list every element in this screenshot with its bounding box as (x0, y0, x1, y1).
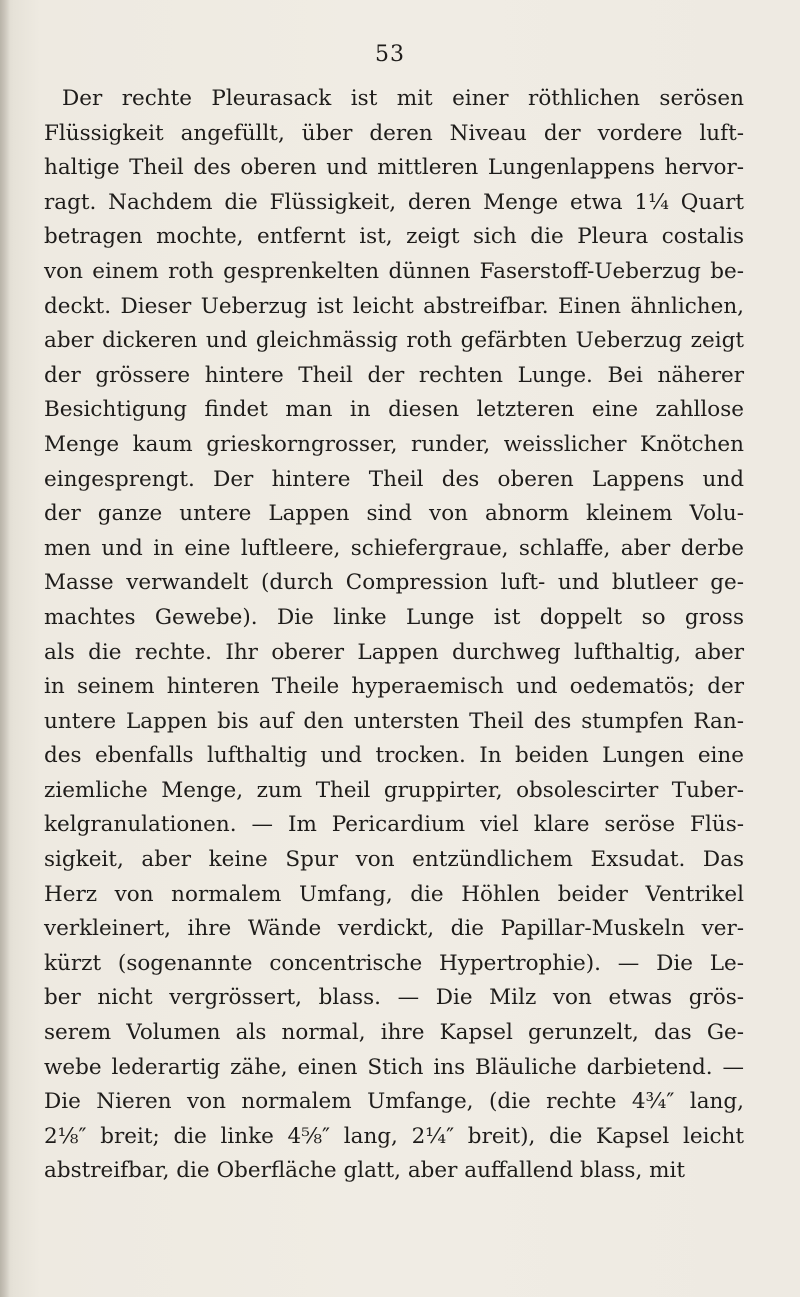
text-line: sigkeit, aber keine Spur von entzündlichem Exsudat. Das (44, 847, 744, 873)
text-line: Herz von normalem Umfang, die Höhlen beider Ventrikel (44, 881, 744, 907)
text-line: haltige Theil des oberen und mittleren Lungenlappens hervor- (44, 155, 744, 181)
text-line: Menge kaum grieskorngrosser, runder, weisslicher Knötchen (44, 431, 744, 457)
text-line: ragt. Nachdem die Flüssigkeit, deren Menge etwa 1¼ Quart (44, 189, 744, 215)
body-text (44, 82, 744, 1189)
text-line: der grössere hintere Theil der rechten Lunge. Bei näherer (44, 362, 744, 388)
text-line: der ganze untere Lappen sind von abnorm kleinem Volu- (44, 501, 744, 527)
text-line: men und in eine luftleere, schiefergraue, schlaffe, aber derbe (44, 535, 744, 561)
text-line: betragen mochte, entfernt ist, zeigt sich die Pleura costalis (44, 224, 744, 250)
text-line: kürzt (sogenannte concentrische Hypertrophie). — Die Le- (44, 950, 744, 976)
text-line: als die rechte. Ihr oberer Lappen durchweg lufthaltig, aber (44, 639, 744, 665)
text-line: kelgranulationen. — Im Pericardium viel klare seröse Flüs- (44, 812, 744, 838)
text-line: Die Nieren von normalem Umfange, (die rechte 4¾″ lang, (44, 1089, 744, 1115)
text-line: Flüssigkeit angefüllt, über deren Niveau der vordere luft- (44, 120, 744, 146)
text-line: untere Lappen bis auf den untersten Theil des stumpfen Ran- (44, 708, 744, 734)
page-number: 53 (375, 42, 405, 67)
text-line: machtes Gewebe). Die linke Lunge ist doppelt so gross (44, 604, 744, 630)
binding-shadow (0, 0, 10, 1297)
text-line: des ebenfalls lufthaltig und trocken. In beiden Lungen eine (44, 743, 744, 769)
text-line: deckt. Dieser Ueberzug ist leicht abstreifbar. Einen ähnlichen, (44, 293, 744, 319)
text-line: von einem roth gesprenkelten dünnen Faserstoff-Ueberzug be- (44, 258, 744, 284)
text-line: ziemliche Menge, zum Theil gruppirter, obsolescirter Tuber- (44, 777, 744, 803)
text-line: eingesprengt. Der hintere Theil des oberen Lappens und (44, 466, 744, 492)
text-line: Masse verwandelt (durch Compression luft- und blutleer ge- (44, 570, 744, 596)
text-line: aber dickeren und gleichmässig roth gefärbten Ueberzug zeigt (44, 328, 744, 354)
text-line: in seinem hinteren Theile hyperaemisch und oedematös; der (44, 674, 744, 700)
text-line: verkleinert, ihre Wände verdickt, die Papillar-Muskeln ver- (44, 916, 744, 942)
text-line: ber nicht vergrössert, blass. — Die Milz von etwas grös- (44, 985, 744, 1011)
text-line: webe lederartig zähe, einen Stich ins Bläuliche darbietend. — (44, 1054, 744, 1080)
text-line: Der rechte Pleurasack ist mit einer röthlichen serösen (62, 86, 744, 111)
text-line: serem Volumen als normal, ihre Kapsel gerunzelt, das Ge- (44, 1020, 744, 1046)
text-line: 2⅛″ breit; die linke 4⅝″ lang, 2¼″ breit), die Kapsel leicht (44, 1123, 744, 1149)
text-line: Besichtigung findet man in diesen letzteren eine zahllose (44, 397, 744, 423)
text-line: abstreifbar, die Oberfläche glatt, aber auffallend blass, mit (44, 1158, 686, 1184)
